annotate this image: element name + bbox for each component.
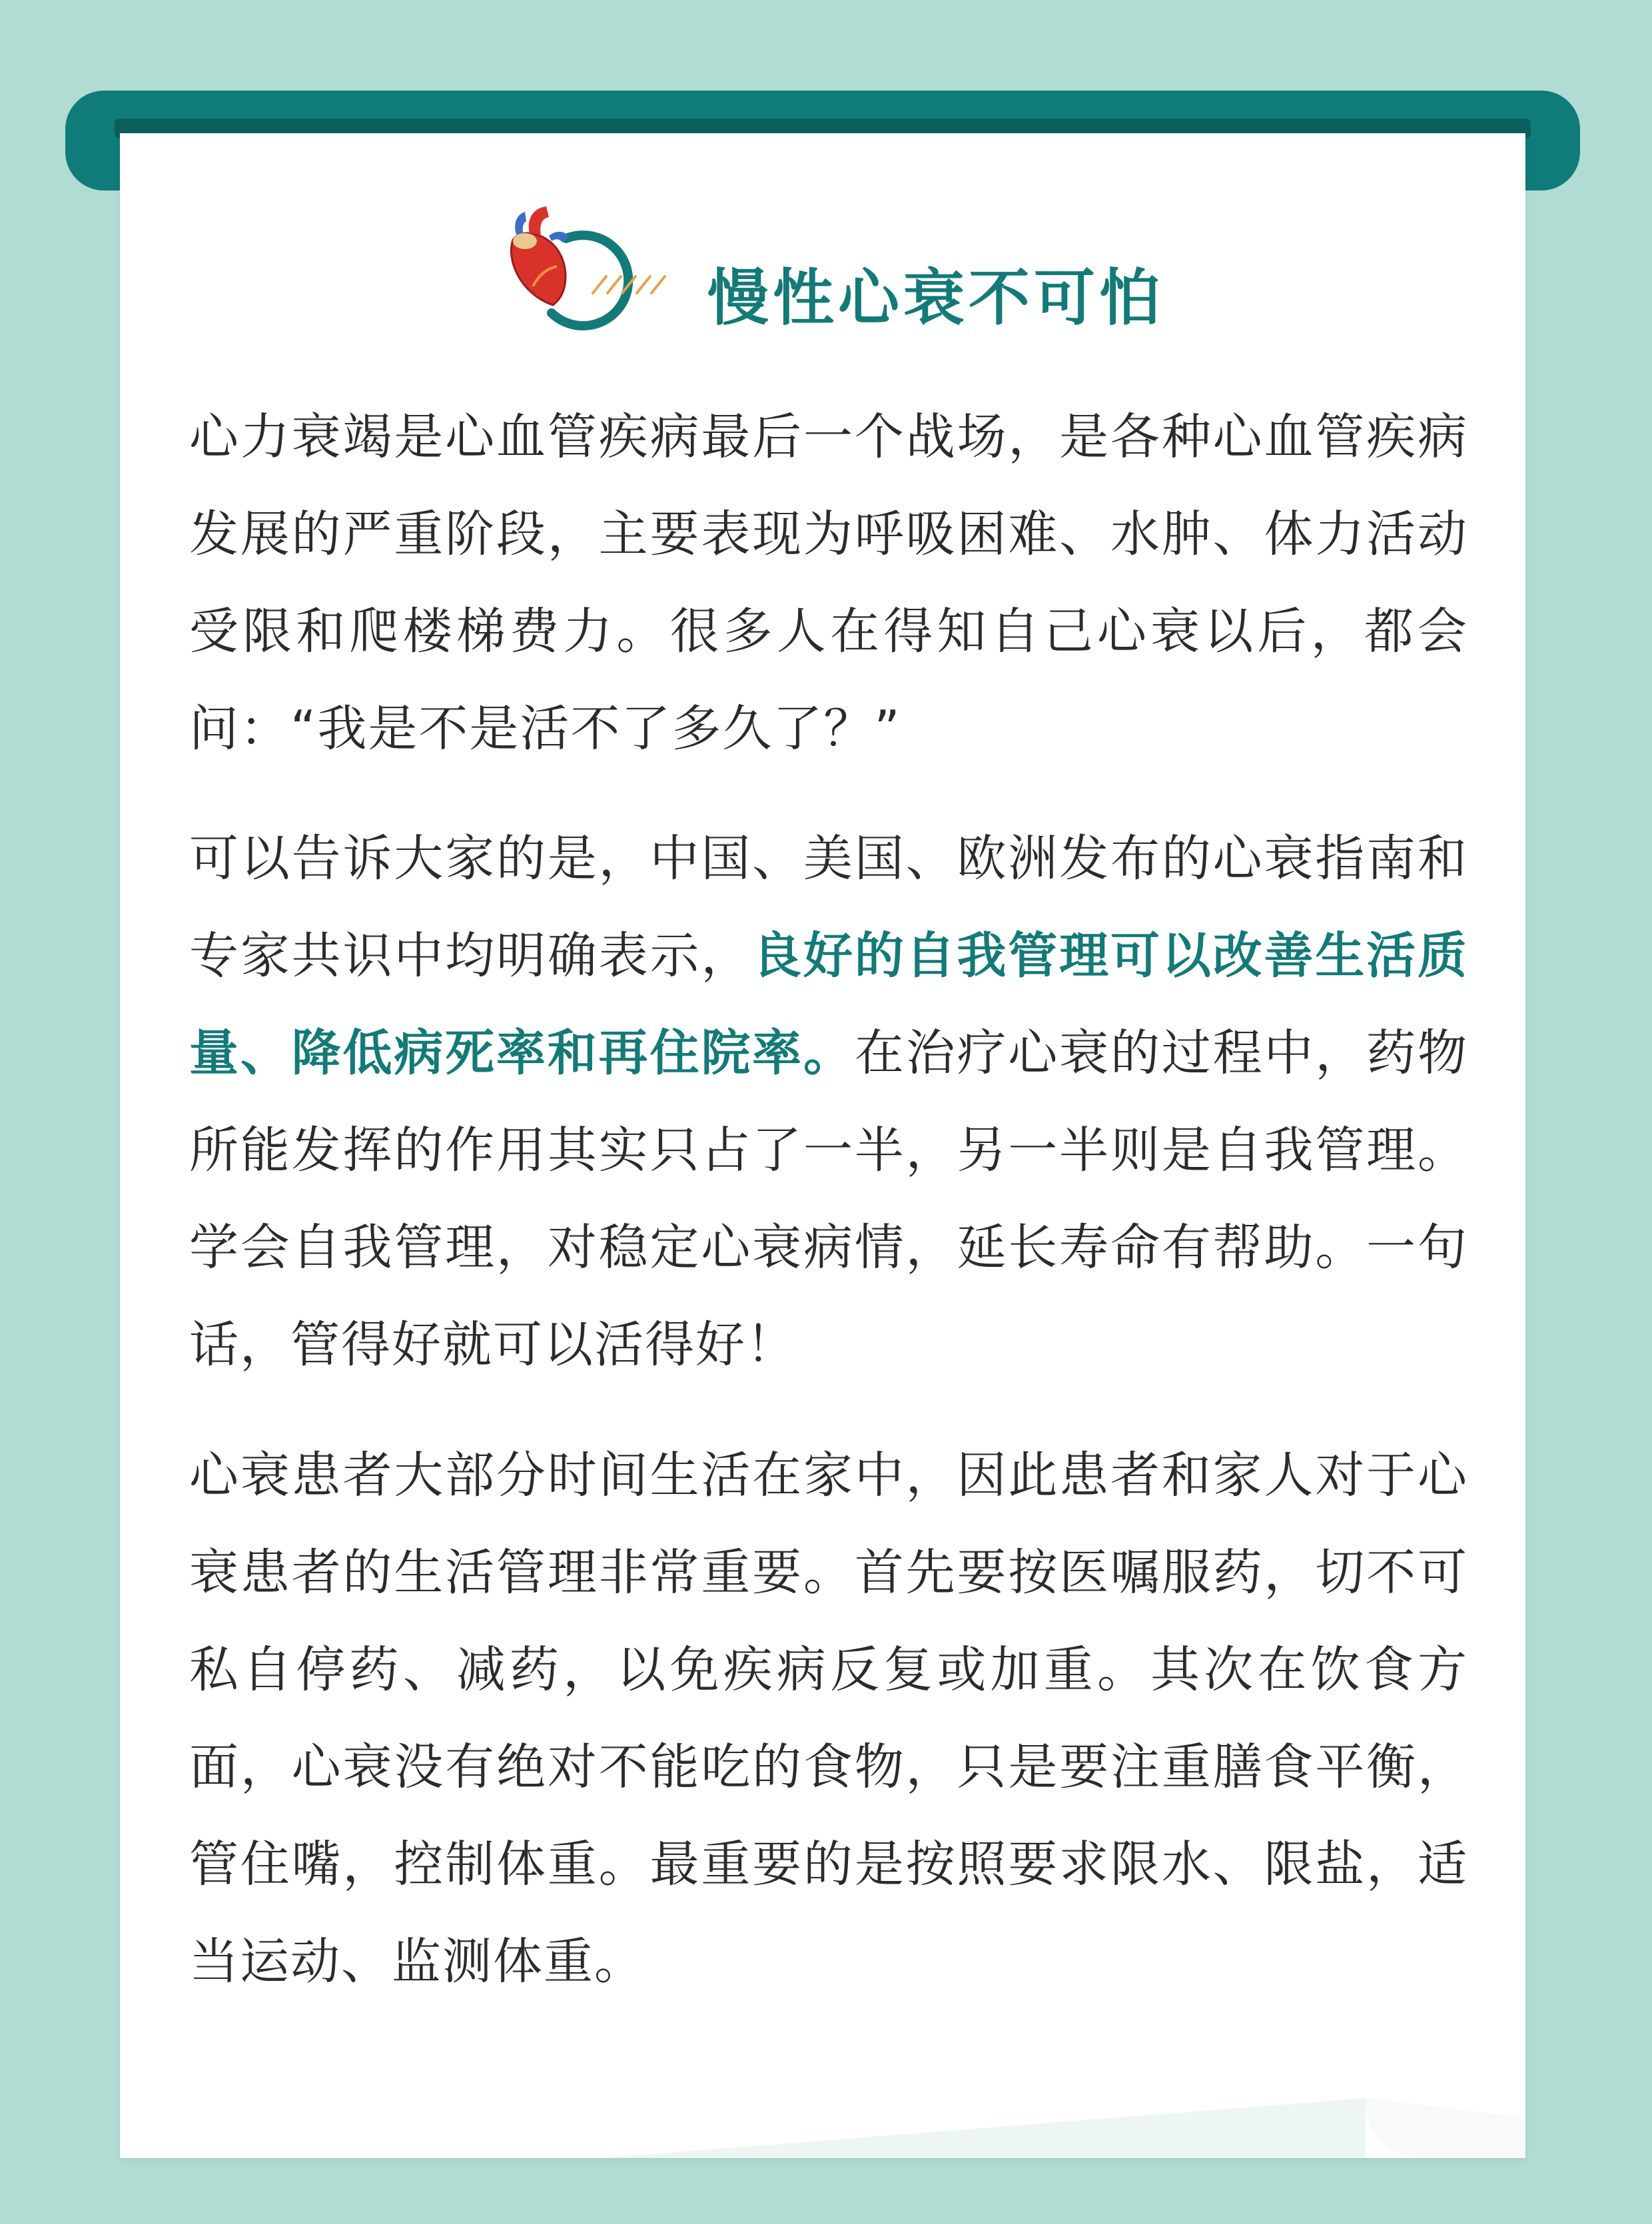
page-title: 慢性心衰不可怕: [707, 262, 1165, 334]
paragraph-1-text: 心力衰竭是心血管疾病最后一个战场，是各种心血管疾病发展的严重阶段，主要表现为呼吸困难、水肿、体力活动受限和爬楼梯费力。很多人在得知自己心衰以后，都会问：“我是不是活不了多久了？”: [189, 408, 1468, 757]
title-block: [493, 193, 1226, 353]
paragraph-2-text-after: 在治疗心衰的过程中，药物所能发挥的作用其实只占了一半，另一半则是自我管理。学会自我管理，对稳定心衰病情，延长寿命有帮助。一句话，管得好就可以活得好！: [189, 1024, 1469, 1373]
paragraph-1: [189, 388, 1468, 777]
heart-icon: [493, 193, 706, 353]
paragraph-3: [189, 1427, 1468, 2010]
paragraph-3-text: 心衰患者大部分时间生活在家中，因此患者和家人对于心衰患者的生活管理非常重要。首先要按医嘱服药，切不可私自停药、减药，以免疾病反复或加重。其次在饮食方面，心衰没有绝对不能吃的食物，只是要注重膳食平衡，管住嘴，控制体重。最重要的是按照要求限水、限盐，适当运动、监测体重。: [189, 1447, 1468, 1990]
paragraph-2-highlight: 良好的自我管理可以改善生活质量、降低病死率和再住院率。: [189, 927, 1469, 1082]
paragraph-2: [189, 810, 1468, 1393]
paragraph-2-text-before: 可以告诉大家的是，中国、美国、欧洲发布的心衰指南和专家共识中均明确表示，: [189, 830, 1468, 984]
